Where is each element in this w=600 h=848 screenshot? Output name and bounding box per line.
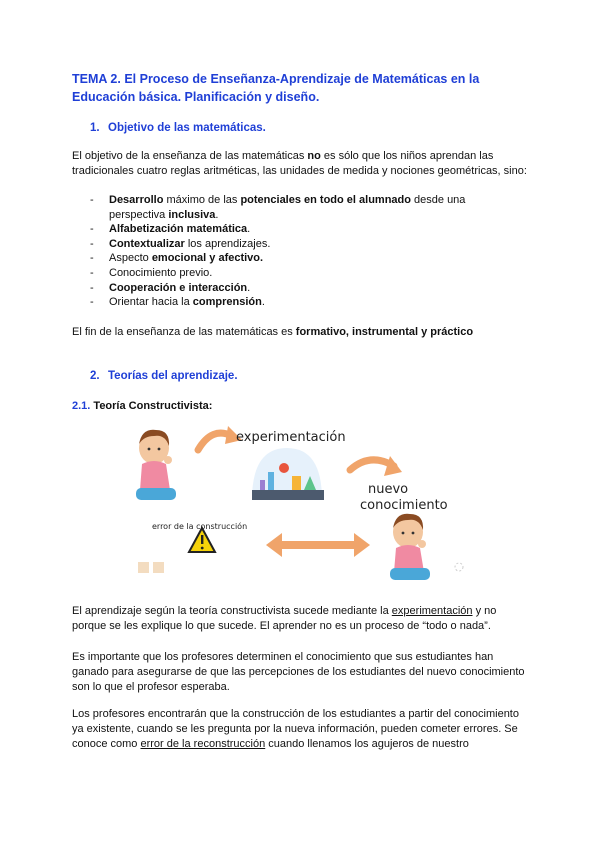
child-thinking-icon [390,514,430,580]
list-item [90,237,520,252]
child-thinking-icon [136,430,176,500]
objectives-list [90,193,520,310]
text-run-bold: Cooperación e interacción [109,281,248,294]
text-run-bold: Alfabetización matemática [109,223,248,236]
text-run-bold: emocional y afectivo. [151,252,264,265]
section-title: Teorías del aprendizaje. [108,370,238,382]
section-title: Objetivo de las matemáticas. [108,122,266,134]
label-nuevo: nuevo [368,482,409,497]
list-item [90,193,520,222]
text-run: . [247,281,251,294]
section-heading-teorias [90,370,238,382]
text-run: . [261,296,265,309]
text-run: El aprendizaje según la teoría constructivista sucede mediante la [72,605,392,617]
list-item [90,251,520,266]
text-run-underlined: experimentación [391,605,473,617]
text-run: . [215,208,219,221]
subsection-number: 2.1. [72,400,91,412]
list-item [90,266,520,281]
text-run: máximo de las [163,194,241,206]
warning-icon [189,528,215,552]
text-run: El fin de la enseñanza de las matemáticas es [72,326,296,338]
constructivism-figure [132,420,482,585]
text-run-bold: inclusiva [168,208,216,221]
label-error-construccion: error de la construcción [152,522,248,531]
text-run-bold: formativo, instrumental y práctico [295,326,474,338]
purpose-paragraph [72,325,527,340]
list-item [90,281,520,296]
text-run: El objetivo de la enseñanza de las matemáticas [72,150,308,162]
text-run: . [247,223,251,236]
text-run: Aspecto [109,252,152,265]
label-conocimiento: conocimiento [360,498,448,513]
subsection-title: Teoría Constructivista: [90,400,213,412]
text-run-underlined: error de la reconstrucción [140,738,266,750]
text-run: y no porque se les explique lo que sucede. El aprender no es un proceso de “todo o nada”. [72,605,497,632]
text-run: Conocimiento previo. [109,266,213,279]
text-run-bold: no [307,150,321,162]
laboratory-icon [252,448,324,500]
text-run-bold: potenciales en todo el alumnado [240,194,411,206]
list-item [90,295,520,310]
intro-paragraph [72,149,527,179]
text-run: es sólo que los niños aprendan las tradicionales cuatro reglas aritméticas, las unidades de medida y nociones geométricas, sino: [72,150,527,177]
text-run: los aprendizajes. [184,237,271,250]
text-run: Orientar hacia la [109,296,193,309]
section-heading-objetivo [90,122,266,134]
list-item [90,222,520,237]
text-run-bold: Contextualizar [109,237,185,250]
label-experimentacion: experimentación [236,430,346,445]
text-run: Los profesores encontrarán que la construcción de los estudiantes a partir del conocimiento ya existente, cuando se les pregunta por la nueva información, pueden cometer errores. Se conoce como [72,708,519,750]
document-title: TEMA 2. El Proceso de Enseñanza-Aprendizaje de Matemáticas en la Educación básica. Planificación y diseño. [72,72,480,104]
paragraph-experimentacion [72,604,527,634]
text-run: cuando llenamos los agujeros de nuestro [265,738,469,750]
section-number: 2. [90,370,100,382]
paragraph-error-reconstruccion [72,707,527,752]
section-number: 1. [90,122,100,134]
text-run-bold: comprensión [192,296,262,309]
text-run: desde una perspectiva [109,194,466,221]
double-arrow-icon [266,533,370,557]
subsection-heading [72,400,212,412]
text-run-bold: Desarrollo [109,194,164,206]
paragraph-profesores: Es importante que los profesores determinen el conocimiento que sus estudiantes han ganado para asegurarse de que las percepciones de los estudiantes del nuevo conocimiento son lo que el profesor esperaba. [72,651,525,693]
